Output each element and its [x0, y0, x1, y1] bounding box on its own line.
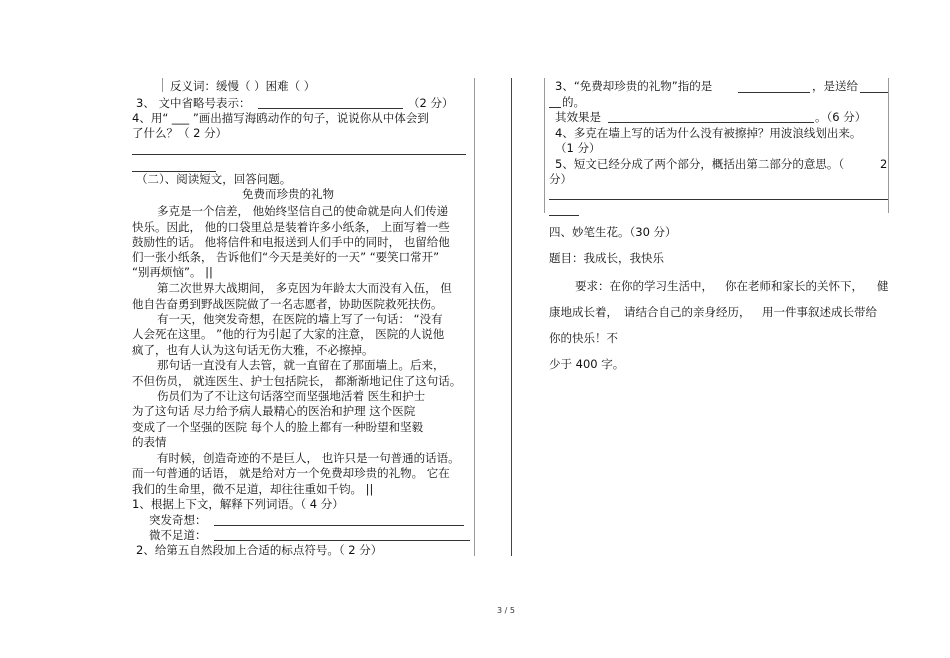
right-question-3-score: 。（6 分）: [815, 110, 867, 124]
question-3-answer-line: [258, 108, 403, 109]
question-1-term-a: 突发奇想：: [149, 513, 207, 527]
paragraph-6-line: 我们的生命里，微不足道，却往往重如千钧。 ||: [132, 482, 374, 496]
paragraph-5-line: 伤员们为了不让这句话落空而坚强地活着 医生和护士: [157, 389, 426, 403]
question-1-answer-line-a: [214, 525, 464, 526]
right-question-4-line-1: 4、多克在墙上写的话为什么没有被擦掉？用波浪线划出来。: [555, 126, 862, 140]
paragraph-2-line: 第二次世界大战期间， 多克因为年龄太大而没有入伍， 但: [157, 281, 452, 295]
essay-requirement-2b: 请结合自己的亲身经历，: [624, 305, 751, 319]
essay-requirement-4: 少于 400 字。: [549, 357, 625, 371]
paragraph-5-line: 变成了一个坚强的医院 每个人的脸上都有一种盼望和坚毅: [132, 420, 424, 434]
question-4-line-1: 4、用“ ___ ”画出描写海鸥动作的句子，说说你从中体会到: [132, 111, 429, 125]
essay-requirement-2c: 用一件事叙述成长带给: [762, 305, 877, 319]
paragraph-1-line: 们一张小纸条， 告诉他们“今天是美好的一天” “要笑口常开”: [132, 250, 440, 264]
section-4-heading: 四、妙笔生花。（30 分）: [549, 225, 677, 239]
question-1-prompt: 1、根据上下文，解释下列词语。（ 4 分）: [132, 497, 344, 511]
paragraph-2-line: 他自告奋勇到野战医院做了一名志愿者，协助医院救死扶伤。: [132, 297, 443, 311]
right-question-4-line-2: （1 分）: [555, 141, 601, 155]
right-question-5-line-1: 5、短文已经分成了两个部分，概括出第二部分的意思。（: [555, 157, 845, 171]
paragraph-6-line: 而一句普通的话语， 就是给对方一个免费却珍贵的礼物。 它在: [132, 466, 450, 480]
question-4-answer-line-1: [132, 154, 466, 155]
paragraph-1-line: 快乐。因此， 他的口袋里总是装着许多小纸条， 上面写着一些: [132, 220, 450, 234]
essay-topic: 题目：我成长，我快乐: [549, 251, 664, 265]
paragraph-3-line: 有一天，他突发奇想，在医院的墙上写了一句话： “没有: [157, 312, 443, 326]
left-column-right-line: [474, 78, 475, 556]
right-question-5-line-2: 分）: [549, 172, 572, 186]
paragraph-3-line: 疯了，也有人认为这句话无伤大雅，不必擦掉。: [132, 343, 374, 357]
section-2-heading: （二）、阅读短文，回答问题。: [136, 172, 292, 186]
essay-requirement-1a: 要求：在你的学习生活中，: [575, 279, 713, 293]
right-column-left-line: [544, 78, 545, 213]
right-question-3-part-c: 的。: [562, 95, 585, 109]
right-question-3-blank-1: [738, 92, 810, 93]
paragraph-4-line: 不但伤员， 就连医生、护士包括院长， 都渐渐地记住了这句话。: [132, 374, 462, 388]
question-3-score: （2 分）: [408, 96, 454, 110]
paragraph-1-line: 鼓励性的话。 他将信件和电报送到人们手中的同时， 也留给他: [132, 235, 450, 249]
left-margin-line: [162, 78, 163, 92]
page-number: 3 / 5: [497, 606, 515, 615]
essay-requirement-2a: 康地成长着，: [549, 305, 618, 319]
paragraph-5-line: 为了这句话 尽力给予病人最精心的医治和护理 这个医院: [132, 404, 416, 418]
antonym-question: 反义词：缓慢（ ）困难（ ）: [170, 79, 316, 93]
right-question-5-answer-line-2: [549, 215, 579, 216]
essay-requirement-3: 你的快乐！不: [549, 331, 618, 345]
right-question-3-blank-4: [608, 122, 814, 123]
question-3-prompt: 3、 文中省略号表示：: [136, 96, 251, 110]
right-question-3-part-d: 其效果是: [555, 110, 601, 124]
question-1-term-b: 微不足道：: [149, 528, 207, 542]
right-question-3-blank-3: [549, 107, 561, 108]
essay-requirement-1b: 你在老师和家长的关怀下，: [725, 279, 863, 293]
right-question-5-answer-line-1: [549, 199, 888, 200]
story-title: 免费而珍贵的礼物: [242, 187, 334, 201]
paragraph-1-line: “别再烦恼”。 ||: [132, 265, 213, 279]
essay-requirement-1c: 健: [877, 279, 889, 293]
paragraph-4-line: 那句话一直没有人去管，就一直留在了那面墙上。后来，: [157, 358, 445, 372]
paragraph-1-line: 多克是一个信差， 他始终坚信自己的使命就是向人们传递: [157, 204, 449, 218]
column-divider: [511, 78, 512, 556]
right-question-3-part-a: 3、“免费却珍贵的礼物”指的是: [555, 79, 713, 93]
paragraph-5-line: 的表情: [132, 435, 167, 449]
question-1-answer-line-b: [214, 540, 470, 541]
right-question-5-score-number: 2: [880, 157, 888, 171]
right-question-3-blank-2: [860, 92, 888, 93]
paragraph-6-line: 有时候，创造奇迹的不是巨人， 也许只是一句普通的话语。: [157, 451, 460, 465]
question-4-line-2: 了什么？（ 2 分）: [132, 126, 228, 140]
paragraph-3-line: 人会死在这里。 ”他的行为引起了大家的注意， 医院的人说他: [132, 327, 445, 341]
right-column-right-line: [888, 78, 889, 213]
question-2-prompt: 2、给第五自然段加上合适的标点符号。（ 2 分）: [136, 543, 383, 557]
right-question-3-part-b: ，是送给: [812, 79, 858, 93]
